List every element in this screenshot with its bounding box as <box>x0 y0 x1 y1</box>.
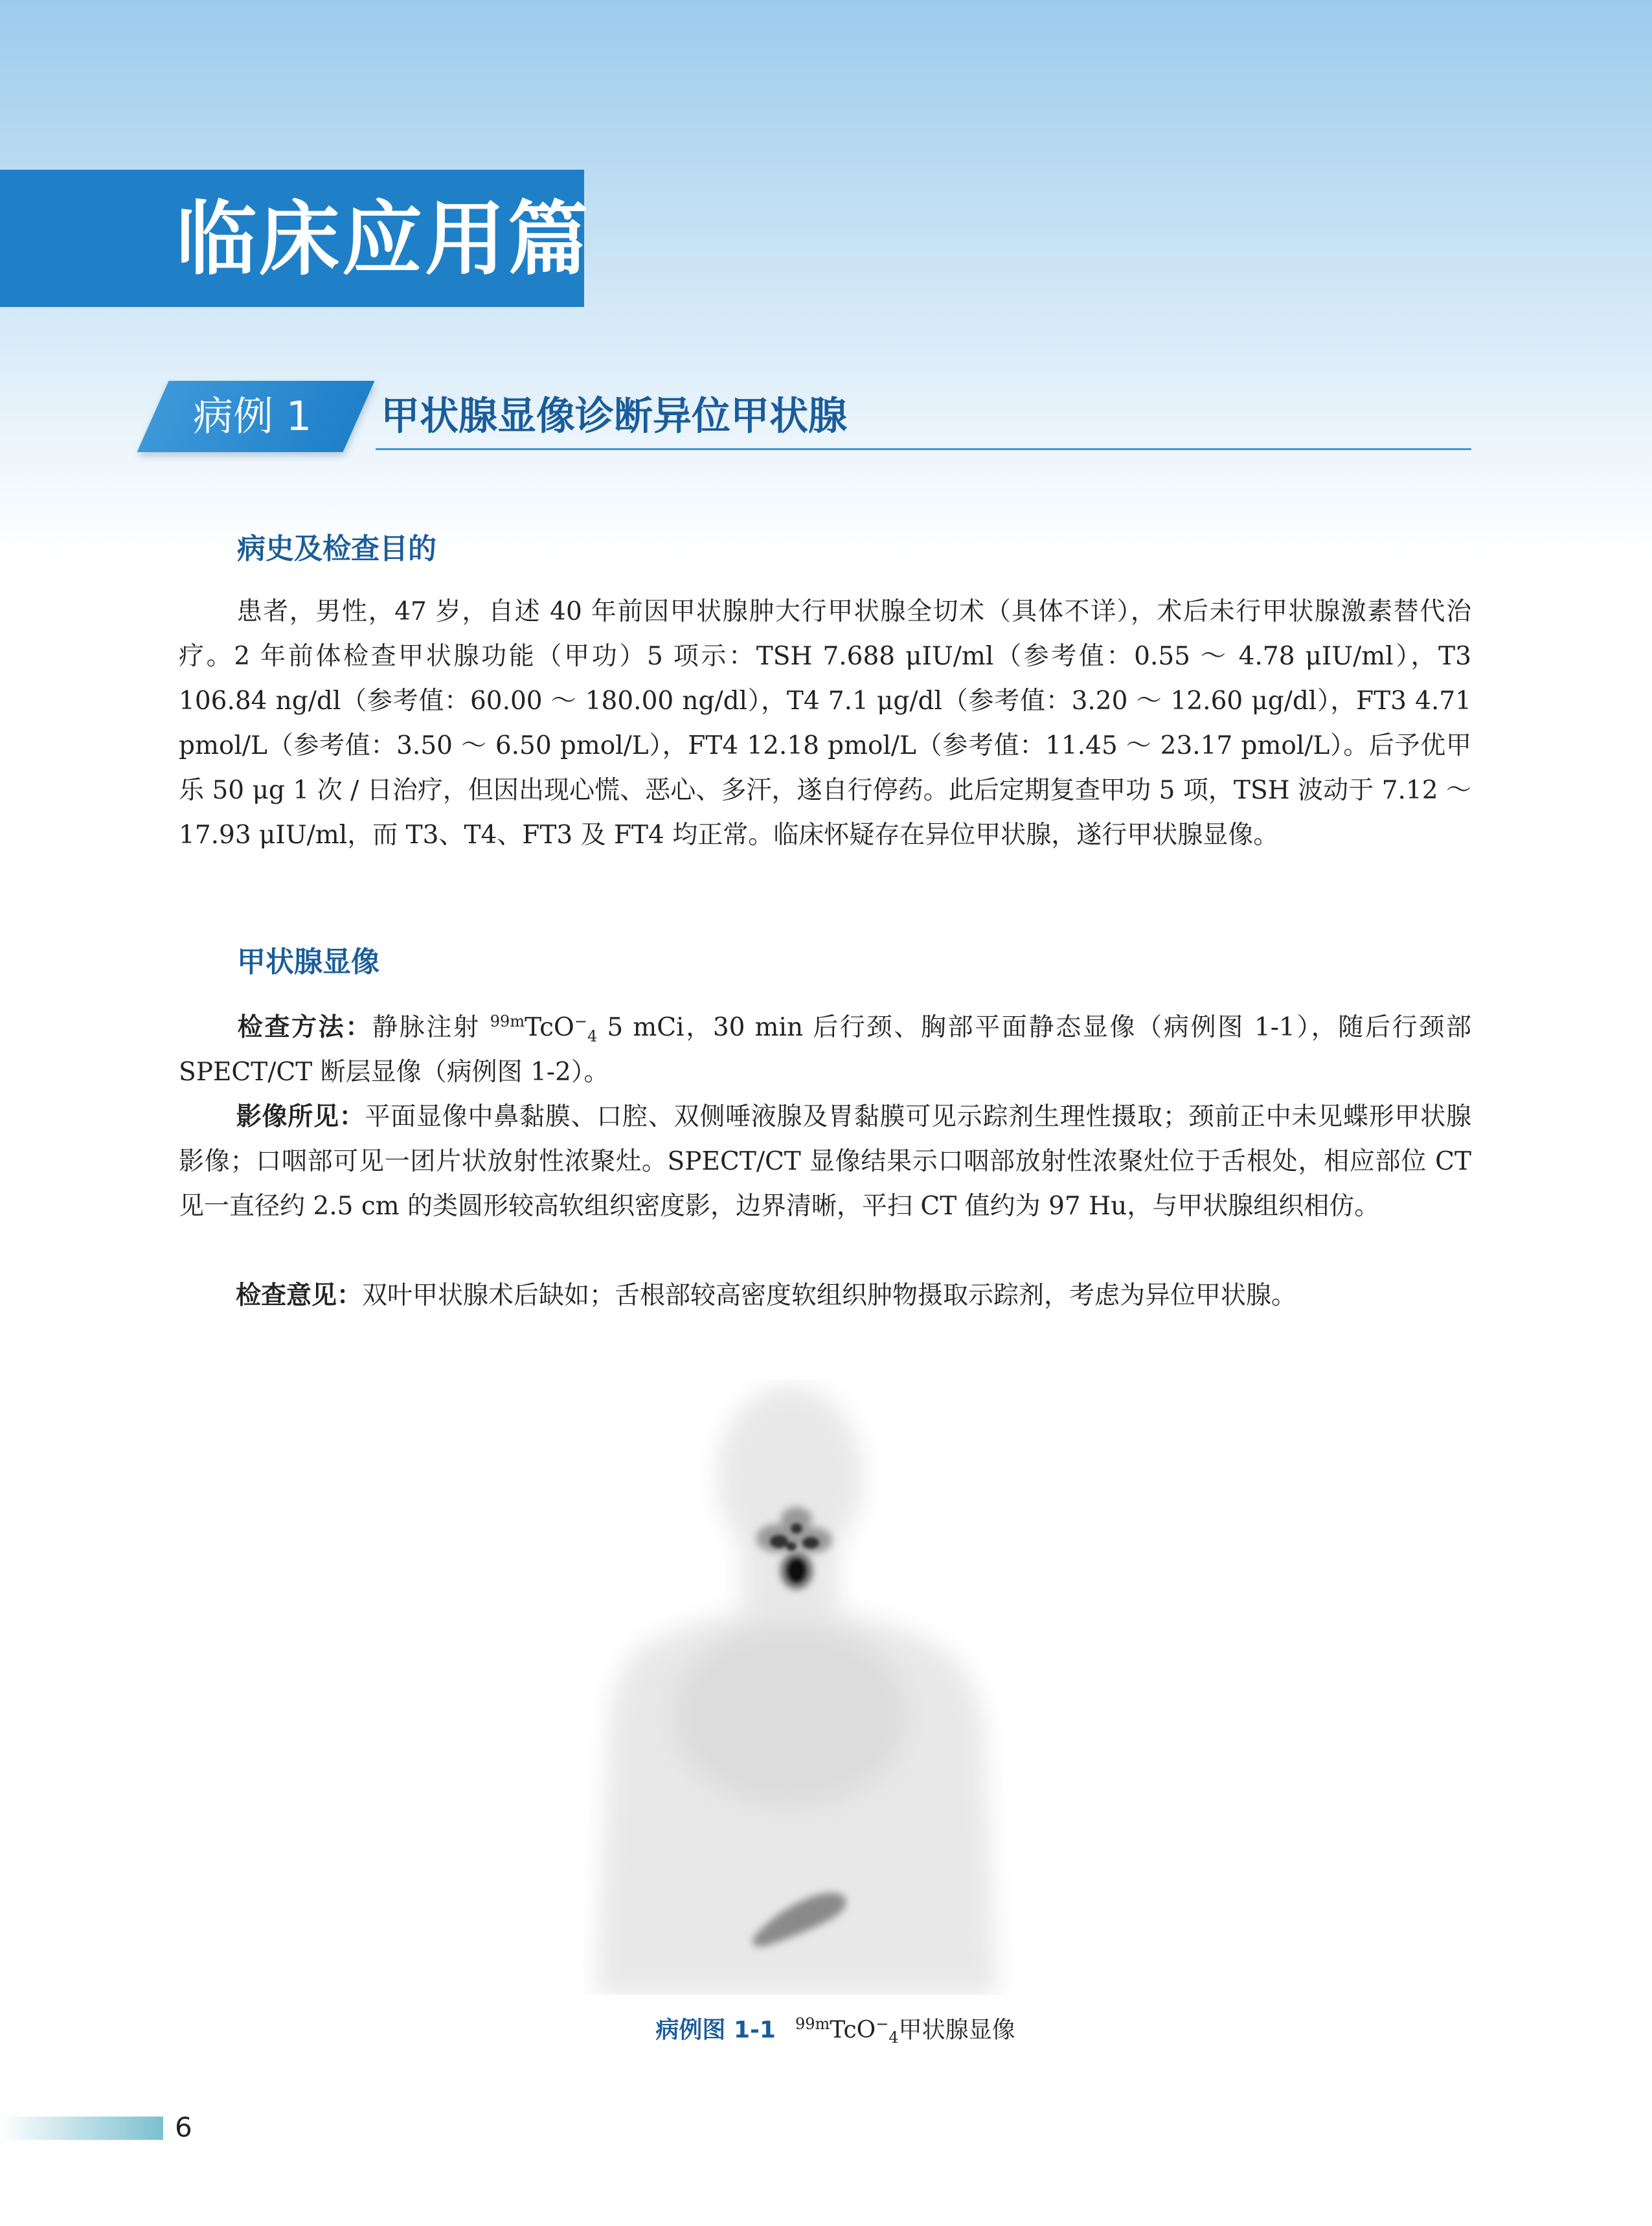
thyroid-scan-image <box>583 1380 1081 1995</box>
history-heading: 病史及检查目的 <box>237 532 436 565</box>
method-text: 5 mCi，30 min 后行颈、胸部平面静态显像（病例图 1-1），随后行颈部 SPECT/CT 断层显像（病例图 1-2）。 <box>179 1013 1471 1087</box>
case-title: 甲状腺显像诊断异位甲状腺 <box>381 394 847 439</box>
isotope-mass: 99m <box>490 1012 525 1030</box>
page-number: 6 <box>175 2111 192 2143</box>
history-paragraph <box>179 589 1471 857</box>
figure-label: 病例图 1-1 <box>655 2017 776 2043</box>
findings-text: 平面显像中鼻黏膜、口腔、双侧唾液腺及胃黏膜可见示踪剂生理性摄取；颈前正中未见蝶形甲状腺影像；口咽部可见一团片状放射性浓聚灶。SPECT/CT 显像结果示口咽部放射性浓聚灶位于舌根处，相应部位 CT 见一直径约 2.5 cm 的类圆形较高软组织密度影，边界清晰，平扫 CT 值约为 97 Hu，与甲状腺组织相仿。 <box>179 1102 1471 1221</box>
caption-isotope-mass: 99m <box>795 2015 830 2033</box>
footer-bar <box>0 2117 163 2140</box>
isotope-formula: TcO <box>525 1013 574 1042</box>
method-label: 检查方法： <box>236 1013 373 1042</box>
case-title-rule <box>376 448 1471 450</box>
caption-isotope-subscript: 4 <box>888 2028 899 2047</box>
opinion-text: 双叶甲状腺术后缺如；舌根部较高密度软组织肿物摄取示踪剂，考虑为异位甲状腺。 <box>362 1281 1297 1310</box>
isotope-subscript: 4 <box>587 1027 598 1045</box>
method-paragraph <box>179 1005 1471 1095</box>
imaging-heading: 甲状腺显像 <box>237 946 379 979</box>
caption-isotope-charge: − <box>876 2015 889 2033</box>
opinion-label: 检查意见： <box>236 1281 363 1310</box>
history-text: 患者，男性，47 岁，自述 40 年前因甲状腺肿大行甲状腺全切术（具体不详），术后未行甲状腺激素替代治疗。2 年前体检查甲状腺功能（甲功）5 项示：TSH 7.688 μIU/ml（参考值：0.55 ～ 4.78 μIU/ml），T3 106.84 ng/dl（参考值：60.00 ～ 180.00 ng/dl），T4 7.1 μg/dl（参考值：3.20 ～ 12.60 μg/dl），FT3 4.71 pmol/L（参考值：3.50 ～ 6.50 pmol/L），FT4 12.18 pmol/L（参考值：11.45 ～ 23.17 pmol/L）。后予优甲乐 50 μg 1 次 / 日治疗，但因出现心慌、恶心、多汗，遂自行停药。此后定期复查甲功 5 项，TSH 波动于 7.12 ～ 17.93 μIU/ml，而 T3、T4、FT3 及 FT4 均正常。临床怀疑存在异位甲状腺，遂行甲状腺显像。 <box>179 597 1471 850</box>
case-tag-label: 病例 1 <box>193 392 312 440</box>
findings-paragraph <box>179 1095 1471 1229</box>
method-pre: 静脉注射 <box>372 1013 490 1042</box>
caption-isotope-formula: TcO <box>830 2017 876 2043</box>
isotope-charge: − <box>574 1012 587 1030</box>
opinion-paragraph <box>179 1273 1471 1318</box>
figure-caption <box>654 2012 1017 2045</box>
findings-label: 影像所见： <box>236 1102 365 1131</box>
figure-title: 甲状腺显像 <box>898 2017 1015 2043</box>
part-title: 临床应用篇 <box>176 193 591 286</box>
